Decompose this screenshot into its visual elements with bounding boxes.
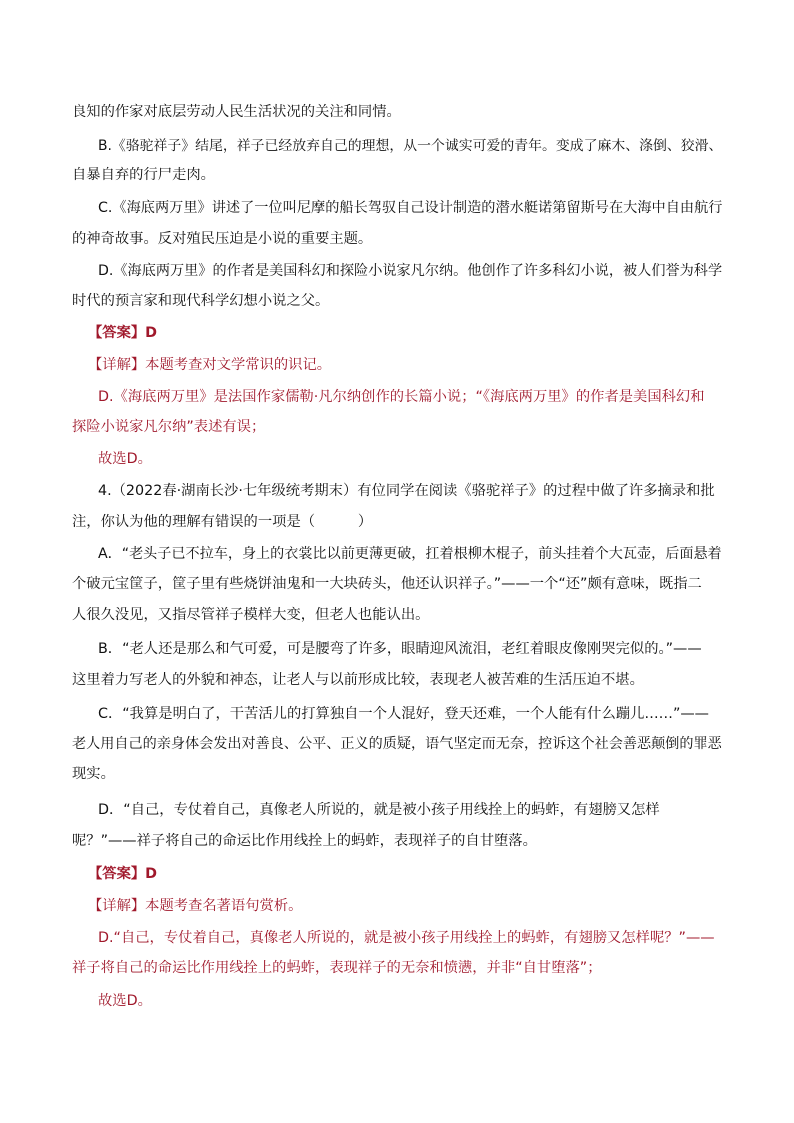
- explanation-text: 祥子将自己的命运比作用线拴上的蚂蚱，表现祥子的无奈和愤懑，并非“自甘堕落”；: [72, 960, 602, 976]
- text-line: 时代的预言家和现代科学幻想小说之父。: [72, 293, 330, 309]
- text-line: 的神奇故事。反对殖民压迫是小说的重要主题。: [72, 231, 373, 247]
- text-line: 现实。: [72, 766, 115, 782]
- text-line: 呢？”——祥子将自己的命运比作用线拴上的蚂蚱，表现祥子的自甘堕落。: [72, 833, 537, 849]
- text-line: 人很久没见，又指尽管祥子模样大变，但老人也能认出。: [72, 607, 430, 623]
- explanation-text: D.“自己，专仗着自己，真像老人所说的，就是被小孩子用线拴上的蚂蚱，有翅膀又怎样呢？”——: [98, 930, 715, 946]
- option-b-line: B．“老人还是那么和气可爱，可是腰弯了许多，眼睛迎风流泪，老红着眼皮像刚哭完似的。”——: [98, 641, 702, 657]
- text-line: 良知的作家对底层劳动人民生活状况的关注和同情。: [72, 104, 401, 120]
- question-4-stem: 注，你认为他的理解有错误的一项是（ ）: [72, 514, 373, 530]
- text-line: 个破元宝筐子，筐子里有些烧饼油鬼和一大块砖头，他还认识祥子。”——一个“还”颇有意味，既指二: [72, 576, 702, 592]
- explanation-label: 【详解】本题考查名著语句赏析。: [88, 898, 303, 914]
- text-line: 自暴自弃的行尸走肉。: [72, 167, 215, 183]
- explanation-text: D.《海底两万里》是法国作家儒勒·凡尔纳创作的长篇小说；“《海底两万里》的作者是美国科幻和: [98, 389, 705, 405]
- choice-conclusion: 故选D。: [98, 993, 152, 1009]
- answer-label: 【答案】D: [88, 325, 158, 341]
- option-c-line: C．“我算是明白了，干苦活儿的打算独自一个人混好，登天还难，一个人能有什么蹦儿……”——: [98, 706, 709, 722]
- option-d-line: D.《海底两万里》的作者是美国科幻和探险小说家凡尔纳。他创作了许多科幻小说，被人们誉为科学: [98, 263, 723, 279]
- explanation-label: 【详解】本题考查对文学常识的识记。: [88, 357, 332, 373]
- text-line: 这里着力写老人的外貌和神态，让老人与以前形成比较，表现老人被苦难的生活压迫不堪。: [72, 672, 644, 688]
- option-d-line: D．“自己，专仗着自己，真像老人所说的，就是被小孩子用线拴上的蚂蚱，有翅膀又怎样: [98, 802, 660, 818]
- explanation-text: 探险小说家凡尔纳”表述有误；: [72, 419, 266, 435]
- text-line: 老人用自己的亲身体会发出对善良、公平、正义的质疑，语气坚定而无奈，控诉这个社会善恶颠倒的罪恶: [72, 736, 722, 752]
- option-b-line: B.《骆驼祥子》结尾，祥子已经放弃自己的理想，从一个诚实可爱的青年。变成了麻木、涤倒、狡滑、: [98, 138, 723, 154]
- option-a-line: A．“老头子已不拉车，身上的衣裳比以前更薄更破，扛着根柳木棍子，前头挂着个大瓦壶，后面悬着: [98, 546, 722, 562]
- option-c-line: C.《海底两万里》讲述了一位叫尼摩的船长驾驭自己设计制造的潜水艇诺第留斯号在大海中自由航行: [98, 200, 723, 216]
- answer-label: 【答案】D: [88, 866, 158, 882]
- question-4-stem: 4.（2022春·湖南长沙·七年级统考期末）有位同学在阅读《骆驼祥子》的过程中做了许多摘录和批: [98, 483, 715, 499]
- choice-conclusion: 故选D。: [98, 451, 152, 467]
